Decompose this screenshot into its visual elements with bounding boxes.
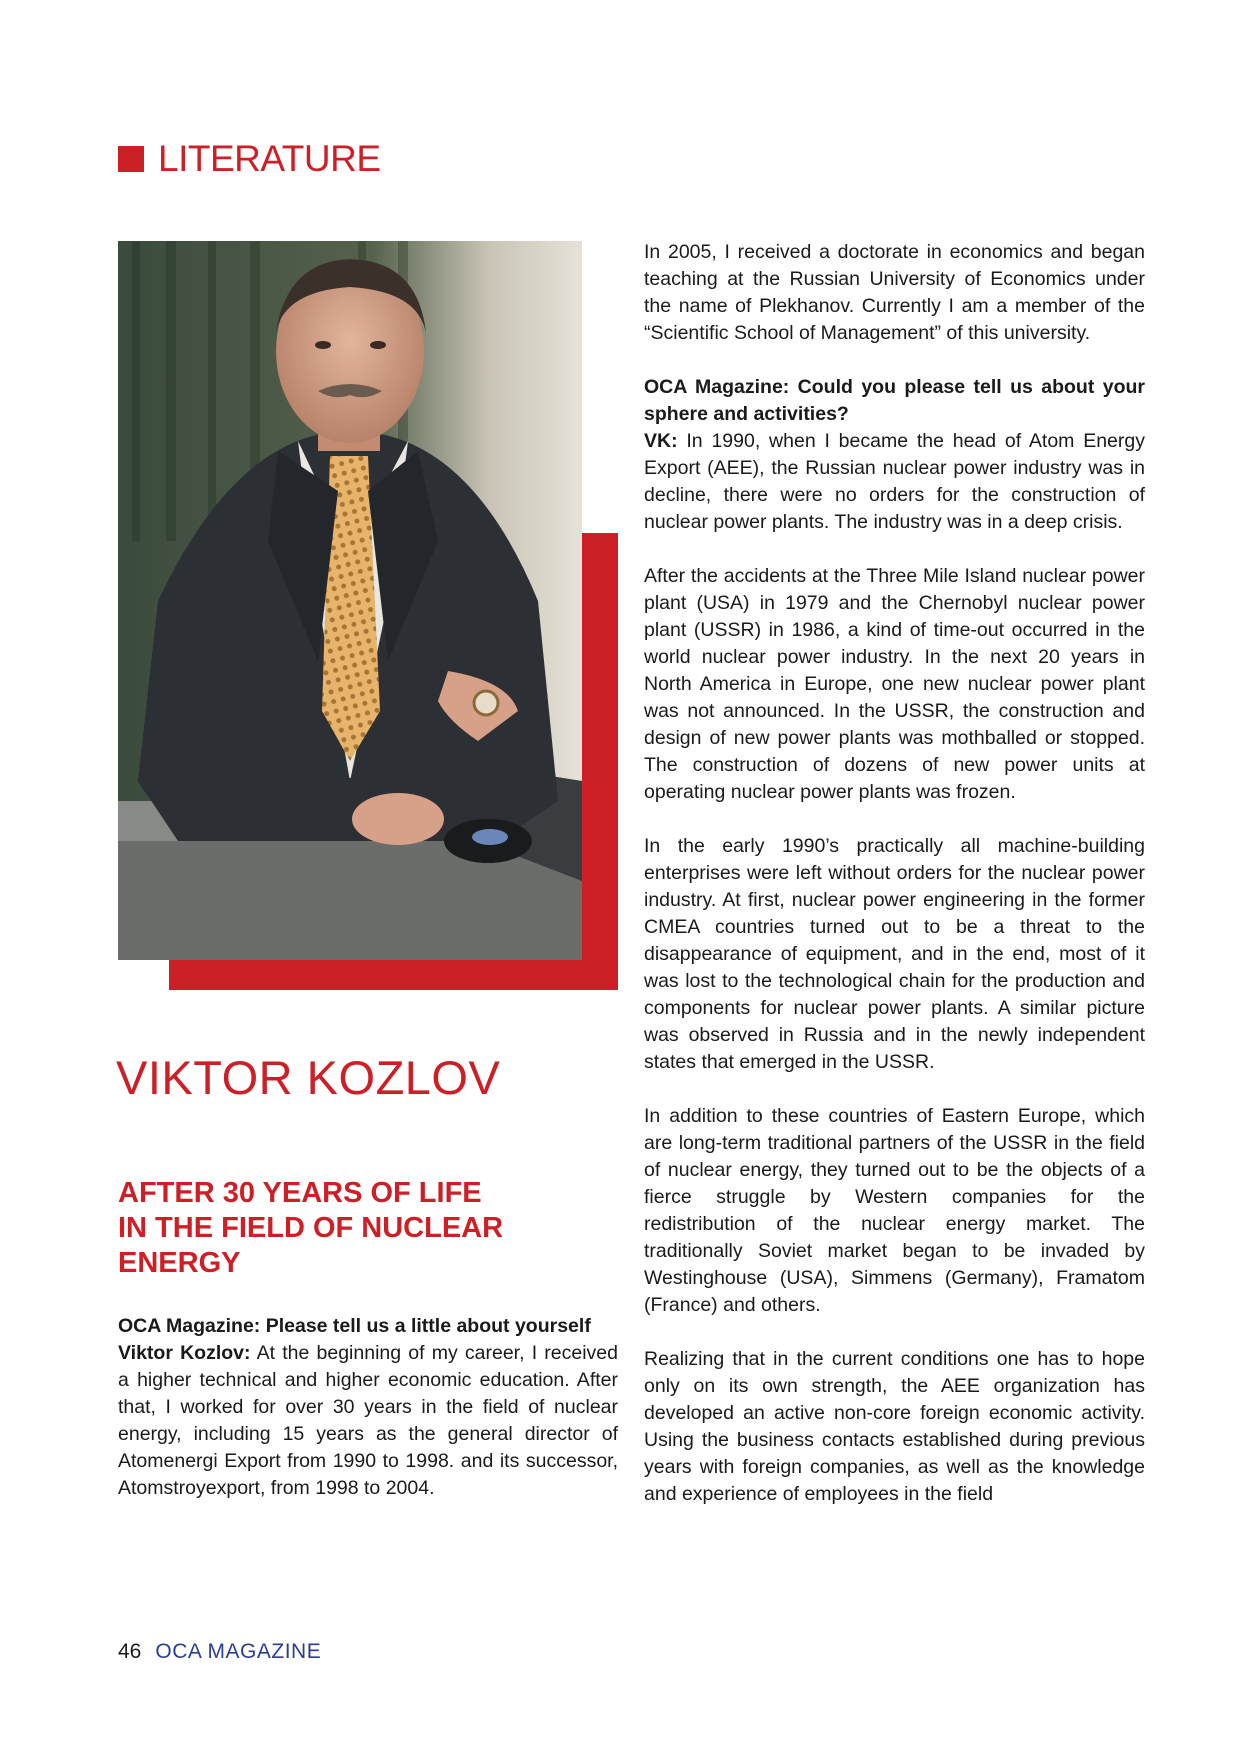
page-number: 46	[118, 1640, 142, 1663]
person-name: VIKTOR KOZLOV	[116, 1051, 501, 1104]
answer-speaker: VK:	[644, 430, 678, 452]
interview-question: OCA Magazine: Please tell us a little about yourself	[118, 1315, 591, 1337]
page-footer	[118, 1640, 321, 1664]
magazine-name: OCA MAGAZINE	[155, 1640, 322, 1663]
paragraph: In the early 1990’s practically all machine-building enterprises were left without orders for the nuclear power industry. At first, nuclear power engineering in the former CMEA countries turned out to be a threat to the disappearance of equipment, and in the end, most of it was lost to the technological chain for the production and components for nuclear power plants. A similar picture was observed in Russia and in the newly independent states that emerged in the USSR.	[644, 835, 1145, 1073]
answer-speaker: Viktor Kozlov:	[118, 1342, 251, 1364]
interview-answer: At the beginning of my career, I received a higher technical and higher economic education. After that, I worked for over 30 years in the field of nuclear energy, including 15 years as the general director of Atomenergi Export from 1990 to 1998. and its successor, Atomstroyexport, from 1998 to 2004.	[118, 1342, 618, 1499]
headline-line: AFTER 30 YEARS OF LIFE	[118, 1177, 482, 1209]
portrait-block	[118, 241, 618, 991]
interview-qa	[644, 374, 1145, 536]
paragraph: After the accidents at the Three Mile Island nuclear power plant (USA) in 1979 and the Chernobyl nuclear power plant (USSR) in 1986, a kind of time-out occurred in the world nuclear power industry. In the next 20 years in North America in Europe, one new nuclear power plant was not announced. In the USSR, the construction and design of new power plants was mothballed or stopped. The construction of dozens of new power units at operating nuclear power plants was frozen.	[644, 565, 1145, 803]
section-title: LITERATURE	[158, 138, 381, 179]
article-headline	[118, 1176, 618, 1280]
section-header	[118, 140, 381, 177]
section-marker	[118, 146, 144, 172]
interview-question: OCA Magazine: Could you please tell us about your sphere and activities?	[644, 376, 1145, 425]
headline-line: ENERGY	[118, 1246, 241, 1279]
right-column	[644, 239, 1145, 1535]
portrait-photo	[118, 241, 582, 960]
headline-line: IN THE FIELD OF NUCLEAR	[118, 1211, 504, 1244]
paragraph: In 2005, I received a doctorate in economics and began teaching at the Russian University of Economics under the name of Plekhanov. Currently I am a member of the “Scientific School of Management” of this university.	[644, 241, 1145, 344]
paragraph: In addition to these countries of Eastern Europe, which are long-term traditional partners of the USSR in the field of nuclear energy, they turned out to be the objects of a fierce struggle by Western companies for the redistribution of the nuclear energy market. The traditionally Soviet market began to be invaded by Westinghouse (USA), Simmens (Germany), Framatom (France) and others.	[644, 1105, 1145, 1316]
interview-answer: In 1990, when I became the head of Atom Energy Export (AEE), the Russian nuclear power industry was in decline, there were no orders for the construction of nuclear power plants. The industry was in a deep crisis.	[644, 430, 1145, 533]
intro-interview	[118, 1313, 618, 1502]
paragraph: Realizing that in the current conditions one has to hope only on its own strength, the AEE organization has developed an active non-core foreign economic activity. Using the business contacts established during previous years with foreign companies, as well as the knowledge and experience of employees in the field	[644, 1348, 1145, 1505]
